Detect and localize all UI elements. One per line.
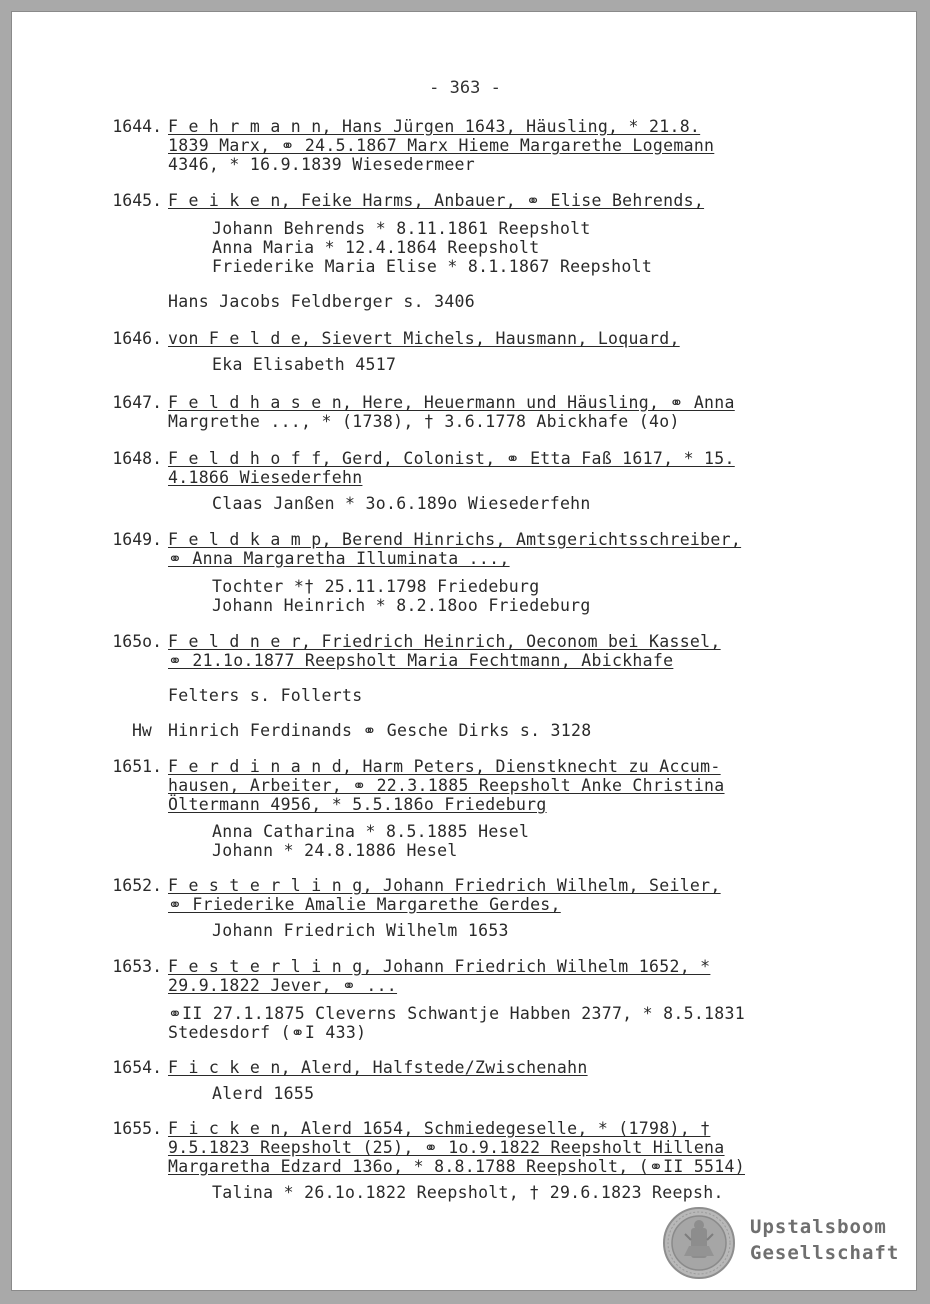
logo-line-1: Upstalsboom bbox=[750, 1216, 887, 1238]
reference-text: Hinrich Ferdinands ⚭ Gesche Dirks s. 3128 bbox=[168, 721, 592, 740]
child-line: Friederike Maria Elise * 8.1.1867 Reepsholt bbox=[212, 257, 653, 276]
entry-number: 1653. bbox=[112, 957, 162, 976]
entry-line-second-marriage: ⚭II 27.1.1875 Cleverns Schwantje Habben 2377, * 8.5.1831 bbox=[168, 1004, 745, 1023]
entry-number: 1644. bbox=[112, 117, 162, 136]
society-name bbox=[750, 1214, 899, 1266]
society-logo bbox=[662, 1206, 912, 1286]
entry-line: F e r d i n a n d, Harm Peters, Dienstknecht zu Accum- bbox=[168, 757, 721, 776]
entry-line: ⚭ Anna Margaretha Illuminata ..., bbox=[168, 549, 510, 568]
entry-line: F e l d n e r, Friedrich Heinrich, Oeconom bei Kassel, bbox=[168, 632, 721, 651]
child-line: Johann * 24.8.1886 Hesel bbox=[212, 841, 458, 860]
entry-line: ⚭ Friederike Amalie Margarethe Gerdes, bbox=[168, 895, 561, 914]
entry-line: F e h r m a n n, Hans Jürgen 1643, Häusling, * 21.8. bbox=[168, 117, 701, 136]
entry-number: 1651. bbox=[112, 757, 162, 776]
hw-marker: Hw bbox=[132, 721, 152, 740]
entry-line: 29.9.1822 Jever, ⚭ ... bbox=[168, 976, 398, 995]
seal-icon bbox=[662, 1206, 736, 1280]
child-line: Eka Elisabeth 4517 bbox=[212, 355, 397, 374]
child-line: Alerd 1655 bbox=[212, 1084, 315, 1103]
entry-number: 1649. bbox=[112, 530, 162, 549]
entry-number: 1648. bbox=[112, 449, 162, 468]
child-line: Johann Heinrich * 8.2.18oo Friedeburg bbox=[212, 596, 591, 615]
entry-line: F i c k e n, Alerd 1654, Schmiedegeselle, * (1798), † bbox=[168, 1119, 711, 1138]
entry-number: 1654. bbox=[112, 1058, 162, 1077]
entry-line: Margaretha Edzard 136o, * 8.8.1788 Reepsholt, (⚭II 5514) bbox=[168, 1157, 745, 1176]
entry-line: F e l d h o f f, Gerd, Colonist, ⚭ Etta Faß 1617, * 15. bbox=[168, 449, 735, 468]
entry-line: F e s t e r l i n g, Johann Friedrich Wilhelm, Seiler, bbox=[168, 876, 721, 895]
entry-line: 9.5.1823 Reepsholt (25), ⚭ 1o.9.1822 Reepsholt Hillena bbox=[168, 1138, 725, 1157]
child-line: Tochter *† 25.11.1798 Friedeburg bbox=[212, 577, 540, 596]
child-line: Talina * 26.1o.1822 Reepsholt, † 29.6.1823 Reepsh. bbox=[212, 1183, 724, 1202]
entry-line: F e s t e r l i n g, Johann Friedrich Wilhelm 1652, * bbox=[168, 957, 711, 976]
reference-text: Hans Jacobs Feldberger s. 3406 bbox=[168, 292, 476, 311]
entry-number: 1646. bbox=[112, 329, 162, 348]
entry-line: ⚭ 21.1o.1877 Reepsholt Maria Fechtmann, Abickhafe bbox=[168, 651, 674, 670]
entry-line: 4346, * 16.9.1839 Wiesedermeer bbox=[168, 155, 476, 174]
entry-line: 4.1866 Wiesederfehn bbox=[168, 468, 363, 487]
child-line: Anna Catharina * 8.5.1885 Hesel bbox=[212, 822, 530, 841]
entry-line: F e l d k a m p, Berend Hinrichs, Amtsgerichtsschreiber, bbox=[168, 530, 742, 549]
page-number: - 363 - bbox=[429, 78, 501, 98]
entry-line: hausen, Arbeiter, ⚭ 22.3.1885 Reepsholt Anke Christina bbox=[168, 776, 725, 795]
child-line: Johann Behrends * 8.11.1861 Reepsholt bbox=[212, 219, 591, 238]
entry-line: F e i k e n, Feike Harms, Anbauer, ⚭ Elise Behrends, bbox=[168, 191, 705, 210]
logo-line-2: Gesellschaft bbox=[750, 1242, 900, 1264]
entry-line: Margrethe ..., * (1738), † 3.6.1778 Abickhafe (4o) bbox=[168, 412, 680, 431]
entry-number: 165o. bbox=[112, 632, 162, 651]
entry-line: Öltermann 4956, * 5.5.186o Friedeburg bbox=[168, 795, 547, 814]
entry-line: F e l d h a s e n, Here, Heuermann und Häusling, ⚭ Anna bbox=[168, 393, 735, 412]
entry-line: Stedesdorf (⚭I 433) bbox=[168, 1023, 367, 1042]
entry-line: von F e l d e, Sievert Michels, Hausmann, Loquard, bbox=[168, 329, 680, 348]
entry-number: 1655. bbox=[112, 1119, 162, 1138]
document-page bbox=[11, 11, 917, 1291]
child-line: Johann Friedrich Wilhelm 1653 bbox=[212, 921, 509, 940]
child-line: Claas Janßen * 3o.6.189o Wiesederfehn bbox=[212, 494, 591, 513]
entry-number: 1647. bbox=[112, 393, 162, 412]
reference-text: Felters s. Follerts bbox=[168, 686, 363, 705]
entry-line: F i c k e n, Alerd, Halfstede/Zwischenahn bbox=[168, 1058, 588, 1077]
entry-line: 1839 Marx, ⚭ 24.5.1867 Marx Hieme Margarethe Logemann bbox=[168, 136, 715, 155]
entry-number: 1645. bbox=[112, 191, 162, 210]
entry-number: 1652. bbox=[112, 876, 162, 895]
child-line: Anna Maria * 12.4.1864 Reepsholt bbox=[212, 238, 540, 257]
